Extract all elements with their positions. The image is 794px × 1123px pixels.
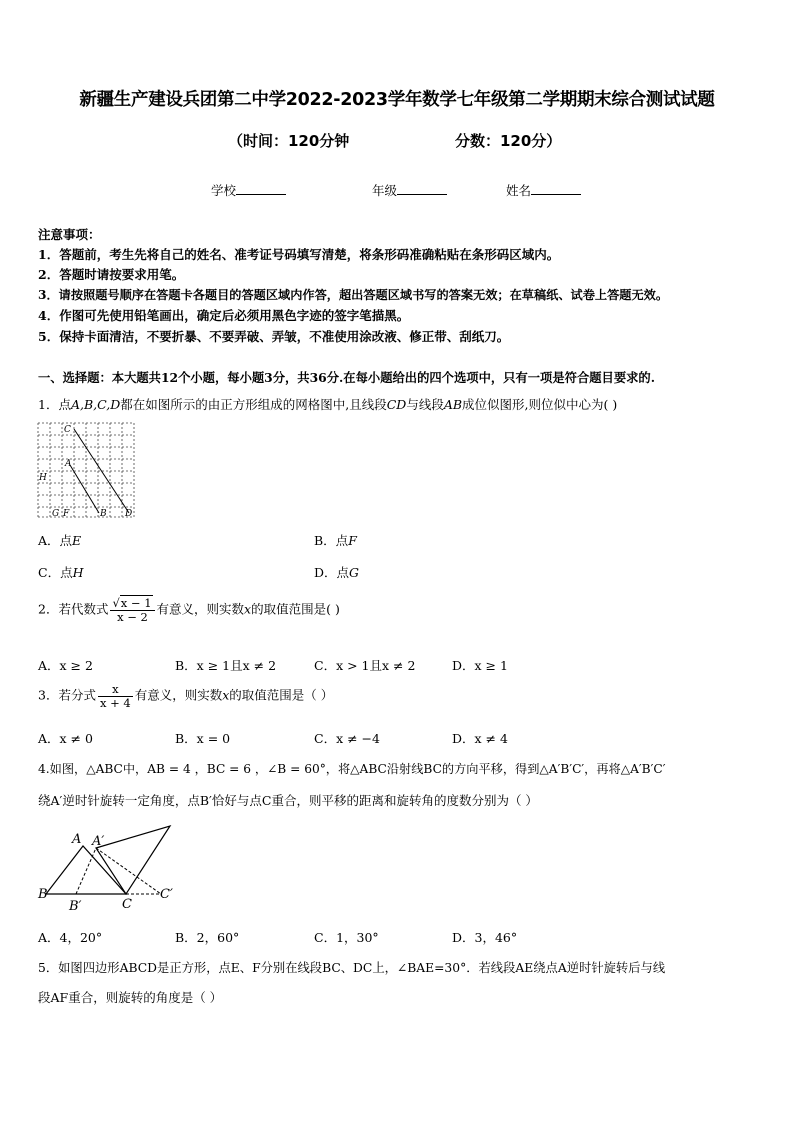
q4-option-b[interactable]: B．2，60° — [175, 930, 240, 945]
segment-ab — [70, 465, 99, 513]
question-4-line-1: 4.如图，△ABC中，AB = 4 ，BC = 6 ，∠B = 60°，将△ABC沿射线BC的方向平移，得到△A′B′C′，再将△A′B′C′ — [38, 762, 666, 776]
q2-option-d[interactable]: D．x ≥ 1 — [452, 658, 508, 673]
grade-label: 年级 — [372, 183, 398, 198]
q3-fraction: $\frac{x}{x + 4}$ — [99, 682, 131, 710]
q2-option-b[interactable]: B．x ≥ 1且x ≠ 2 — [175, 658, 277, 673]
q1-option-d[interactable]: D．点G — [314, 565, 360, 580]
note-item: 5．保持卡面清洁，不要折暴、不要弄破、弄皱，不准使用涂改液、修正带、刮纸刀。 — [38, 329, 510, 344]
label-f: F — [63, 509, 70, 519]
q3-option-c[interactable]: C．x ≠ −4 — [314, 731, 380, 746]
grid-lines — [38, 423, 134, 517]
note-item: 4．作图可先使用铅笔画出，确定后必须用黑色字迹的签字笔描黑。 — [38, 308, 410, 323]
q1-option-b[interactable]: B．点F — [314, 533, 357, 548]
question-3-stem: 3．若分式 $\frac{x}{x + 4}$ 有意义，则实数x的取值范围是（ ） — [38, 682, 334, 710]
note-item: 3．请按照题号顺序在答题卡各题目的答题区域内作答，超出答题区域书写的答案无效；在草稿纸、试卷上答题无效。 — [38, 288, 669, 302]
grade-blank[interactable] — [397, 182, 447, 195]
question-2-stem: 2．若代数式 $\frac{√x - 1}{x - 2}$ 有意义，则实数x的取值范围是( ) — [38, 596, 340, 624]
school-blank[interactable] — [236, 182, 286, 195]
school-label: 学校 — [211, 183, 237, 198]
q2-fraction: $\frac{√x - 1}{x - 2}$ — [110, 597, 154, 623]
q4-option-a[interactable]: A．4，20° — [38, 930, 103, 945]
grade-field[interactable] — [372, 181, 447, 199]
q1-option-c[interactable]: C．点H — [38, 565, 84, 580]
exam-title: 新疆生产建设兵团第二中学2022-2023学年数学七年级第二学期期末综合测试试题 — [79, 90, 715, 110]
q3-option-a[interactable]: A．x ≠ 0 — [38, 731, 93, 746]
triangle-rotated — [96, 826, 170, 894]
label-a-prime: A′ — [92, 834, 105, 849]
section-heading: 一、选择题：本大题共12个小题，每小题3分，共36分.在每小题给出的四个选项中，只有一项是符合题目要求的. — [38, 370, 656, 385]
label-a: A — [72, 832, 82, 847]
score-label: 分数：120分） — [455, 132, 562, 150]
label-c: C — [122, 897, 132, 912]
q3-option-b[interactable]: B．x = 0 — [175, 731, 231, 746]
question-4-line-2: 绕A′逆时针旋转一定角度，点B′恰好与点C重合，则平移的距离和旋转角的度数分别为（ ） — [38, 793, 538, 808]
q3-option-d[interactable]: D．x ≠ 4 — [452, 731, 508, 746]
question-5-line-1: 5．如图四边形ABCD是正方形，点E、F分别在线段BC、DC上，∠BAE=30°．若线段AE绕点A逆时针旋转后与线 — [38, 961, 666, 975]
label-a: A — [65, 459, 72, 469]
question-1-stem: 1．点A,B,C,D都在如图所示的由正方形组成的网格图中,且线段CD与线段AB成位似图形,则位似中心为( ) — [38, 397, 618, 412]
note-item: 2．答题时请按要求用笔。 — [38, 267, 185, 282]
label-b: B — [38, 887, 48, 902]
label-c-prime: C′ — [160, 887, 173, 902]
label-g: G — [52, 509, 60, 519]
label-b-prime: B′ — [69, 899, 82, 913]
question-5-line-2: 段AF重合，则旋转的角度是（ ） — [38, 990, 223, 1005]
q1-grid-figure — [37, 420, 137, 520]
time-label: （时间：120分钟 — [228, 132, 350, 150]
q1-option-a[interactable]: A．点E — [38, 533, 82, 548]
label-d: D — [125, 509, 133, 519]
label-c: C — [64, 425, 71, 435]
note-item: 1．答题前，考生先将自己的姓名、准考证号码填写清楚，将条形码准确粘贴在条形码区域内。 — [38, 247, 560, 262]
q4-option-d[interactable]: D．3，46° — [452, 930, 518, 945]
q4-option-c[interactable]: C．1，30° — [314, 930, 379, 945]
label-b: B — [100, 509, 107, 519]
q2-option-c[interactable]: C．x > 1且x ≠ 2 — [314, 658, 416, 673]
name-blank[interactable] — [531, 182, 581, 195]
name-field[interactable] — [506, 181, 581, 199]
name-label: 姓名 — [506, 183, 532, 198]
q4-triangle-figure — [36, 818, 186, 913]
q2-option-a[interactable]: A．x ≥ 2 — [38, 658, 93, 673]
school-field[interactable] — [211, 181, 286, 199]
notes-heading: 注意事项： — [38, 227, 101, 242]
label-h: H — [39, 473, 47, 483]
